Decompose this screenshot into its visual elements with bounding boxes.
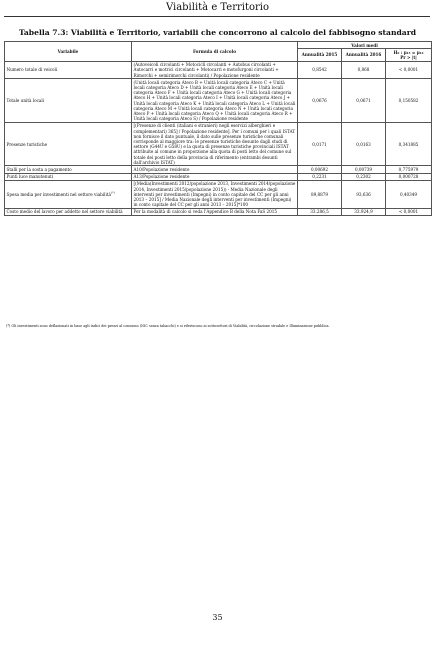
cell-formula: A13/Popolazione residente [132, 173, 298, 180]
header-year-2015: Annualità 2015 [298, 49, 342, 61]
footnote-marker: (*) [110, 190, 115, 195]
cell-p-value: < 0,0001 [386, 61, 432, 79]
cell-variable: Numero totale di veicoli [5, 61, 132, 79]
cell-variable: Punti luce manutenuti [5, 173, 132, 180]
cell-value-2016: 0,0163 [342, 122, 386, 166]
running-header: Viabilità e Territorio [165, 2, 270, 13]
header-test [386, 49, 432, 61]
header-formula: Formula di calcolo [132, 42, 298, 62]
cell-variable: Spesa media per investimenti nel settore viabilità [6, 191, 111, 197]
table-row [5, 79, 432, 123]
cell-value-2015: 0,00692 [298, 166, 342, 173]
cell-value-2015: 33.286,5 [298, 208, 342, 215]
cell-p-value: 0,775979 [386, 166, 432, 173]
cell-value-2015: 0,0676 [298, 79, 342, 123]
cell-formula: Per la modalità di calcolo si veda l'Appendice B della Nota FaS 2015 [132, 208, 298, 215]
cell-formula: A10/Popolazione residente [132, 166, 298, 173]
cell-variable-with-note [5, 180, 132, 208]
cell-value-2016: 33.924,9 [342, 208, 386, 215]
cell-variable: Costo medio del lavoro per addetto nel settore viabilità [5, 208, 132, 215]
cell-variable: Presenze turistiche [5, 122, 132, 166]
cell-value-2016: 0,0671 [342, 79, 386, 123]
header-row-1 [5, 42, 432, 49]
header-mean-values: Valori medi [298, 42, 432, 49]
table-footnote: (*) Gli investimenti sono deflazionati in base agli indici dei prezzi al consumo (NIC senza tabacchi) e si riferiscono ai sottosettori di Viabilità, circolazione stradale e Illuminazione pubblica. [6, 324, 330, 328]
table-row [5, 61, 432, 79]
cell-p-value: < 0,0001 [386, 208, 432, 215]
cell-value-2015: 89,8879 [298, 180, 342, 208]
header-test-p: Pr > |t| [400, 54, 417, 60]
cell-value-2016: 93,636 [342, 180, 386, 208]
cell-p-value: 0,40349 [386, 180, 432, 208]
cell-value-2015: 0,2231 [298, 173, 342, 180]
cell-p-value: 0,000728 [386, 173, 432, 180]
page-number: 35 [212, 613, 223, 622]
header-rule [4, 16, 430, 17]
cell-value-2015: 0,0171 [298, 122, 342, 166]
cell-variable: Stalli per la sosta a pagamento [5, 166, 132, 173]
cell-value-2016: 0,868 [342, 61, 386, 79]
cell-formula: [(Presenze di clienti (italiani e stranieri) negli esercizi alberghieri e complementari) 365] / Popolazione residente]. Per i comuni per i quali ISTAT non fornisce il dato puntuale, il dato sulle presenze turistiche comunali corrisponde al maggiore tra: le presenze turistiche desunte dagli studi di settore (G44U e G58U) e la quota di presenze turistiche provinciali ISTAT attribuite al comune in proporzione alla quota di posti letto del comune sul totale dei posti letto della provincia di riferimento (entrambi desunti dall'archivio ISTAT) [132, 122, 298, 166]
header-year-2016: Annualità 2016 [342, 49, 386, 61]
cell-formula: (Autoveicoli circolanti + Motocicli circolanti + Autobus circolanti + Autocarri e motrici circolanti + Motocarri e motofurgoni circolanti + Rimorchi + semirimorchi circolanti) / Popolazione residente [132, 61, 298, 79]
header-test-hypothesis: H₀ : μ₁₅ = μ₁₆ [393, 49, 424, 55]
table-caption: Tabella 7.3: Viabilità e Territorio, variabili che concorrono al calcolo del fabbisogno standard [18, 28, 417, 37]
cell-value-2015: 0,8542 [298, 61, 342, 79]
cell-p-value: 0,341885 [386, 122, 432, 166]
table-row [5, 122, 432, 166]
table-row [5, 208, 432, 215]
cell-value-2016: 0,00739 [342, 166, 386, 173]
cell-variable: Totale unità locali [5, 79, 132, 123]
cell-p-value: 0,150582 [386, 79, 432, 123]
cell-value-2016: 0,2302 [342, 173, 386, 180]
header-variable: Variabile [5, 42, 132, 62]
table-row [5, 180, 432, 208]
variables-table [4, 41, 432, 216]
cell-formula: (Unità locali categoria Ateco B + Unità locali categoria Ateco C + Unità locali categoria Ateco D + Unità locali categoria Ateco E + Unità locali categoria Ateco F + Unità locali categoria Ateco G + Unità locali categoria Ateco H + Unità locali categoria Ateco I + Unità locali categoria Ateco J + Unità locali categoria Ateco K + Unità locali categoria Ateco L + Unità locali categoria Ateco M + Unità locali categoria Ateco N + Unità locali categoria Ateco P + Unità locali categoria Ateco Q + Unità locali categoria Ateco R + Unità locali categoria Ateco S) / Popolazione residente [132, 79, 298, 123]
table-container [4, 41, 431, 216]
cell-formula: [(Media(Investimenti 2012/popolazione 2013, Investimenti 2014/popolazione 2014, Investimenti 2015/popolazione 2015)) - Media Nazionale degli interventi per investimenti (Impegni) in conto capitale del CC per gli anni 2013 – 2015] / Media Nazionale degli interventi per investimenti (Impegni) in conto capitale del CC per gli anni 2013 – 2015]*100 [132, 180, 298, 208]
table-row [5, 166, 432, 173]
table-row [5, 173, 432, 180]
